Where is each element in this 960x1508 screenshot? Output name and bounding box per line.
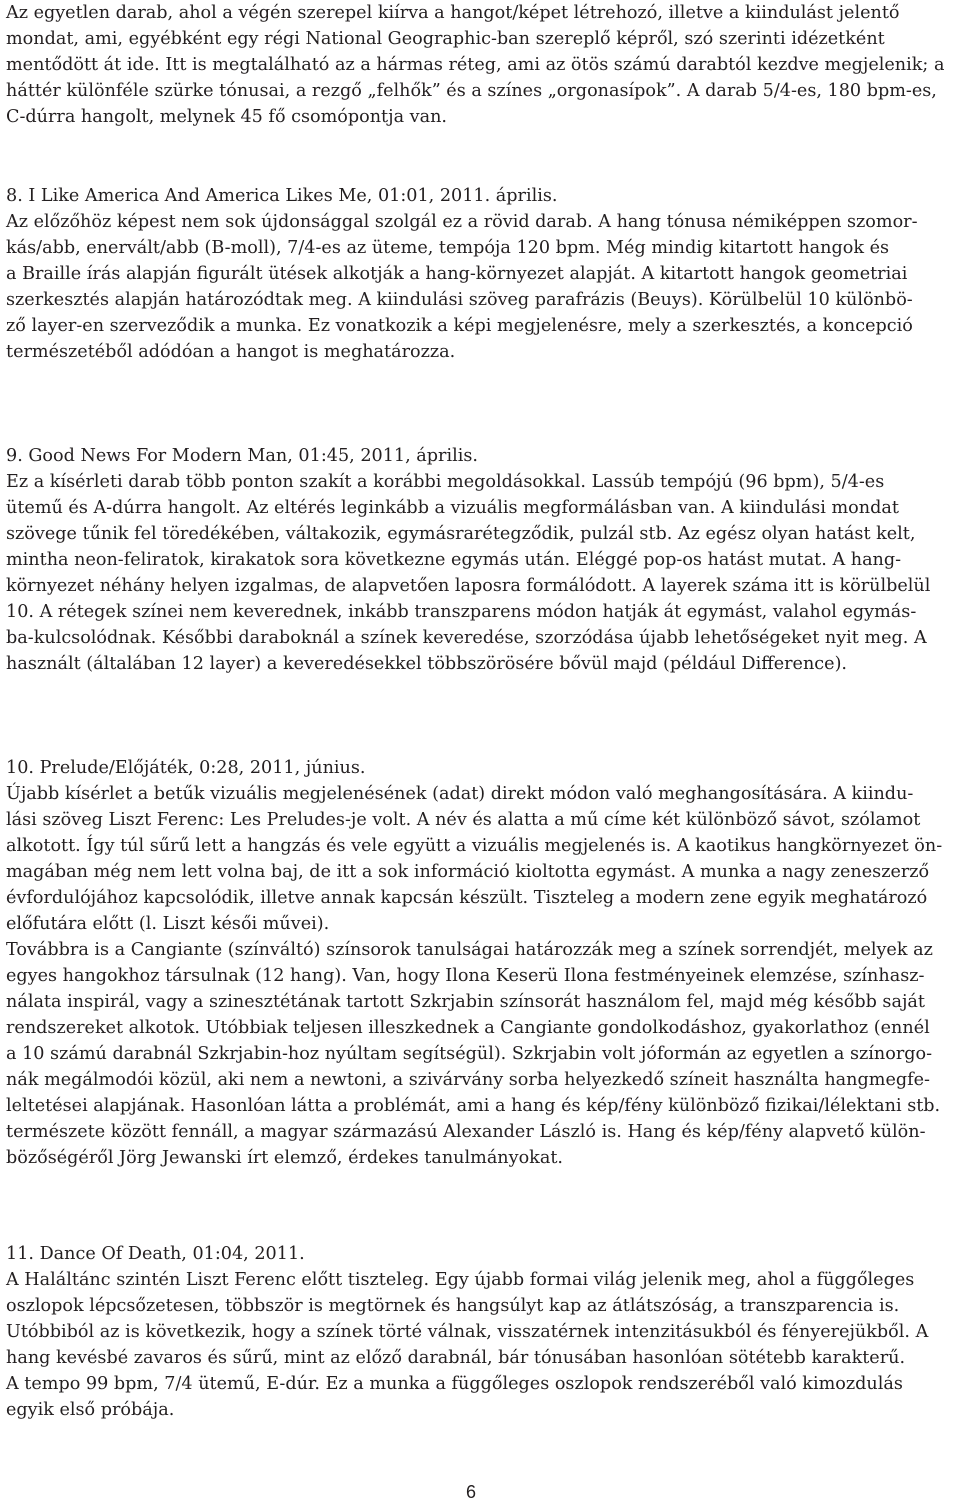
page-number: 6 [466,1482,477,1502]
section-9-line: használt (általában 12 layer) a keveredésekkel többszörösére bővül majd (például Difference). [6,654,848,674]
section-10-line: nák megálmodói közül, aki nem a newtoni, a szivárvány sorba helyezkedő színeit használta hangmegfe- [6,1070,930,1090]
section-10-line: évfordulójához kapcsolódik, illetve annak kapcsán készült. Tiszteleg a modern zene egyik meghatározó [6,888,928,908]
section-10-line: természete között fennáll, a magyar származású Alexander László is. Hang és kép/fény alapvető külön- [6,1122,926,1142]
section-9-line: mintha neon-feliratok, kirakatok sora következne egymás után. Eléggé pop-os hatást mutat. A hang- [6,550,902,570]
section-10-line: a 10 számú darabnál Szkrjabin-hoz nyúltam segítségül). Szkrjabin volt jóformán az egyetlen a színorgo- [6,1044,933,1064]
intro-line: C-dúrra hangolt, melynek 45 fő csomópontja van. [6,107,448,127]
intro-line: mentődött át ide. Itt is megtalálható az a hármas réteg, ami az ötös számú darabtól kezdve megjelenik; a [6,55,945,75]
section-10-line: rendszereket alkotok. Utóbbiak teljesen illeszkednek a Cangiante gondolkodáshoz, gyakorlathoz (ennél [6,1018,930,1038]
section-10-line: nálata inspirál, vagy a szinesztétának tartott Szkrjabin színsorát használom fel, majd még később saját [6,992,925,1012]
section-9-line: Ez a kísérleti darab több ponton szakít a korábbi megoldásokkal. Lassúb tempójú (96 bpm), 5/4-es [6,472,885,492]
section-8-line: ző layer-en szerveződik a munka. Ez vonatkozik a képi megjelenésre, mely a szerkesztés, a koncepció [6,316,913,336]
section-11-line: A Haláltánc szintén Liszt Ferenc előtt tiszteleg. Egy újabb formai világ jelenik meg, ahol a függőleges [6,1270,915,1290]
section-9-line: 10. A rétegek színei nem keverednek, inkább transzparens módon hatják át egymást, valahol egymás- [6,602,917,622]
section-8-heading: 8. I Like America And America Likes Me, 01:01, 2011. április. [6,186,558,206]
section-9-line: ütemű és A-dúrra hangolt. Az eltérés leginkább a vizuális megformálásban van. A kiindulási mondat [6,498,899,518]
section-11-line: egyik első próbája. [6,1400,175,1420]
intro-line: háttér különféle szürke tónusai, a rezgő „felhők” és a színes „orgonasípok”. A darab 5/4-es, 180 bpm-es, [6,81,937,101]
section-8-line: a Braille írás alapján figurált ütések alkotják a hang-környezet alapját. A kitartott hangok geometriai [6,264,908,284]
section-10-line: Továbbra is a Cangiante (színváltó) színsorok tanulságai határozzák meg a színek sorrendjét, melyek az [6,940,933,960]
section-9-line: szövege tűnik fel töredékében, váltakozik, egymásrarétegződik, pulzál stb. Az egész olyan hatást kelt, [6,524,916,544]
intro-line: mondat, ami, egyébként egy régi National Geographic-ban szereplő képről, szó szerinti idézetként [6,29,885,49]
section-10-line: előfutára előtt (l. Liszt késői művei). [6,914,330,934]
section-11-line: Utóbbiból az is következik, hogy a színek törté válnak, visszatérnek intenzitásukból és fényerejükből. A [6,1322,929,1342]
section-8-line: kás/abb, enervált/abb (B-moll), 7/4-es az üteme, tempója 120 bpm. Még mindig kitartott hangok és [6,238,890,258]
section-10-line: alkotott. Így túl sűrű lett a hangzás és vele együtt a vizuális megjelenés is. A kaotikus hangkörnyezet ön- [6,836,943,856]
section-10-line: egyes hangokhoz társulnak (12 hang). Van, hogy Ilona Keserü Ilona festményeinek elemzése, színhasz- [6,966,925,986]
section-8-line: szerkesztés alapján határozódtak meg. A kiindulási szöveg parafrázis (Beuys). Körülbelül 10 különbö- [6,290,913,310]
section-10-line: magában még nem lett volna baj, de itt a sok információ kioltotta egymást. A munka a nagy zeneszerző [6,862,930,882]
section-10-line: Újabb kísérlet a betűk vizuális megjelenésének (adat) direkt módon való meghangosítására. A kiindu- [6,784,914,804]
section-11-line: hang kevésbé zavaros és sűrű, mint az előző darabnál, bár tónusában hasonlóan sötétebb karakterű. [6,1348,906,1368]
section-9-heading: 9. Good News For Modern Man, 01:45, 2011, április. [6,446,478,466]
section-11-heading: 11. Dance Of Death, 01:04, 2011. [6,1244,305,1264]
section-8-line: Az előzőhöz képest nem sok újdonsággal szolgál ez a rövid darab. A hang tónusa némiképpen szomor- [6,212,918,232]
section-10-line: bözőségéről Jörg Jewanski írt elemző, érdekes tanulmányokat. [6,1148,563,1168]
intro-line: Az egyetlen darab, ahol a végén szerepel kiírva a hangot/képet létrehozó, illetve a kiindulást jelentő [6,3,900,23]
section-11-line: A tempo 99 bpm, 7/4 ütemű, E-dúr. Ez a munka a függőleges oszlopok rendszeréből való kimozdulás [6,1374,903,1394]
section-10-heading: 10. Prelude/Előjáték, 0:28, 2011, június. [6,758,366,778]
section-9-line: ba-kulcsolódnak. Későbbi daraboknál a színek keveredése, szorzódása újabb lehetőségeket nyit meg. A [6,628,927,648]
section-9-line: környezet néhány helyen izgalmas, de alapvetően laposra formálódott. A layerek száma itt is körülbelül [6,576,931,596]
section-8-line: természetéből adódóan a hangot is meghatározza. [6,342,456,362]
section-10-line: lási szöveg Liszt Ferenc: Les Preludes-je volt. A név és alatta a mű címe két különböző sávot, szólamot [6,810,921,830]
section-10-line: leltetései alapjának. Hasonlóan látta a problémát, ami a hang és kép/fény különböző fizikai/lélektani stb. [6,1096,941,1116]
section-11-line: oszlopok lépcsőzetesen, többször is megtörnek és hangsúlyt kap az átlátszóság, a transzparencia is. [6,1296,900,1316]
